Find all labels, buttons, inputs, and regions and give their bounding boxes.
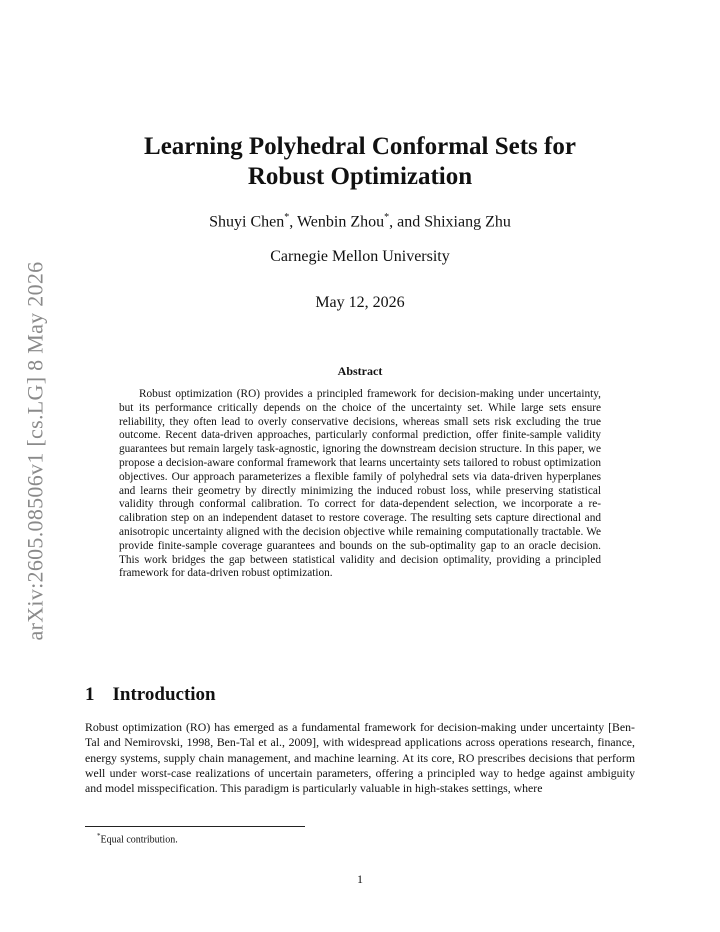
author-name: Shixiang Zhu [424, 213, 511, 231]
section-heading [85, 684, 216, 706]
equal-contribution-mark: * [384, 212, 390, 223]
footnote-text: Equal contribution. [100, 834, 178, 846]
arxiv-side-identifier [17, 262, 53, 640]
footnote-mark: * [97, 832, 101, 840]
paper-title [85, 132, 635, 192]
page-number: 1 [357, 872, 363, 886]
affiliation: Carnegie Mellon University [270, 248, 450, 265]
author-list [85, 212, 635, 231]
author-separator: , [289, 213, 297, 231]
section-number: 1 [85, 684, 95, 705]
equal-contribution-mark: * [284, 212, 290, 223]
introduction-paragraph: Robust optimization (RO) has emerged as a fundamental framework for decision-making under uncertainty [Ben-Tal and Nemirovski, 1998, Ben-Tal et al., 2009], with widespread applications across operations research, finance, energy systems, supply chain management, and machine learning. At its core, RO prescribes decisions that perform well under worst-case realizations of uncertain parameters, offering a principled way to hedge against ambiguity and model misspecification. This paradigm is particularly valuable in high-stakes settings, where [85, 720, 635, 796]
section-title: Introduction [112, 684, 216, 705]
author-separator: , and [389, 213, 425, 231]
author-name: Wenbin Zhou [296, 213, 385, 231]
footnote [97, 832, 178, 845]
publication-date: May 12, 2026 [315, 294, 405, 311]
abstract-body: Robust optimization (RO) provides a principled framework for decision-making under uncertainty, but its performance critically depends on the choice of the uncertainty set. While large sets ensure reliability, they often lead to overly conservative decisions, whereas small sets risk excluding the true outcome. Recent data-driven approaches, particularly conformal prediction, offer finite-sample validity guarantees but remain largely task-agnostic, ignoring the downstream decision structure. In this paper, we propose a decision-aware conformal framework that learns uncertainty sets tailored to robust optimization objectives. Our approach parameterizes a flexible family of polyhedral sets via data-driven hyperplanes and learns their geometry by directly minimizing the induced robust loss, while preserving statistical validity through conformal calibration. To correct for data-dependent selection, we incorporate a re-calibration step on an independent dataset to restore coverage. The resulting sets capture directional and anisotropic uncertainty aligned with the decision objective while remaining computationally tractable. We provide finite-sample coverage guarantees and bounds on the sub-optimality gap to an oracle decision. This work bridges the gap between statistical validity and decision optimality, providing a principled framework for data-driven robust optimization. [119, 388, 601, 580]
abstract-heading: Abstract [337, 364, 383, 378]
author-name: Shuyi Chen [209, 213, 285, 231]
title-line-1: Learning Polyhedral Conformal Sets for [144, 133, 576, 160]
footnote-rule [85, 826, 305, 827]
title-line-2: Robust Optimization [247, 163, 473, 190]
arxiv-identifier-text: arXiv:2605.08506v1 [cs.LG] 8 May 2026 [22, 261, 47, 641]
